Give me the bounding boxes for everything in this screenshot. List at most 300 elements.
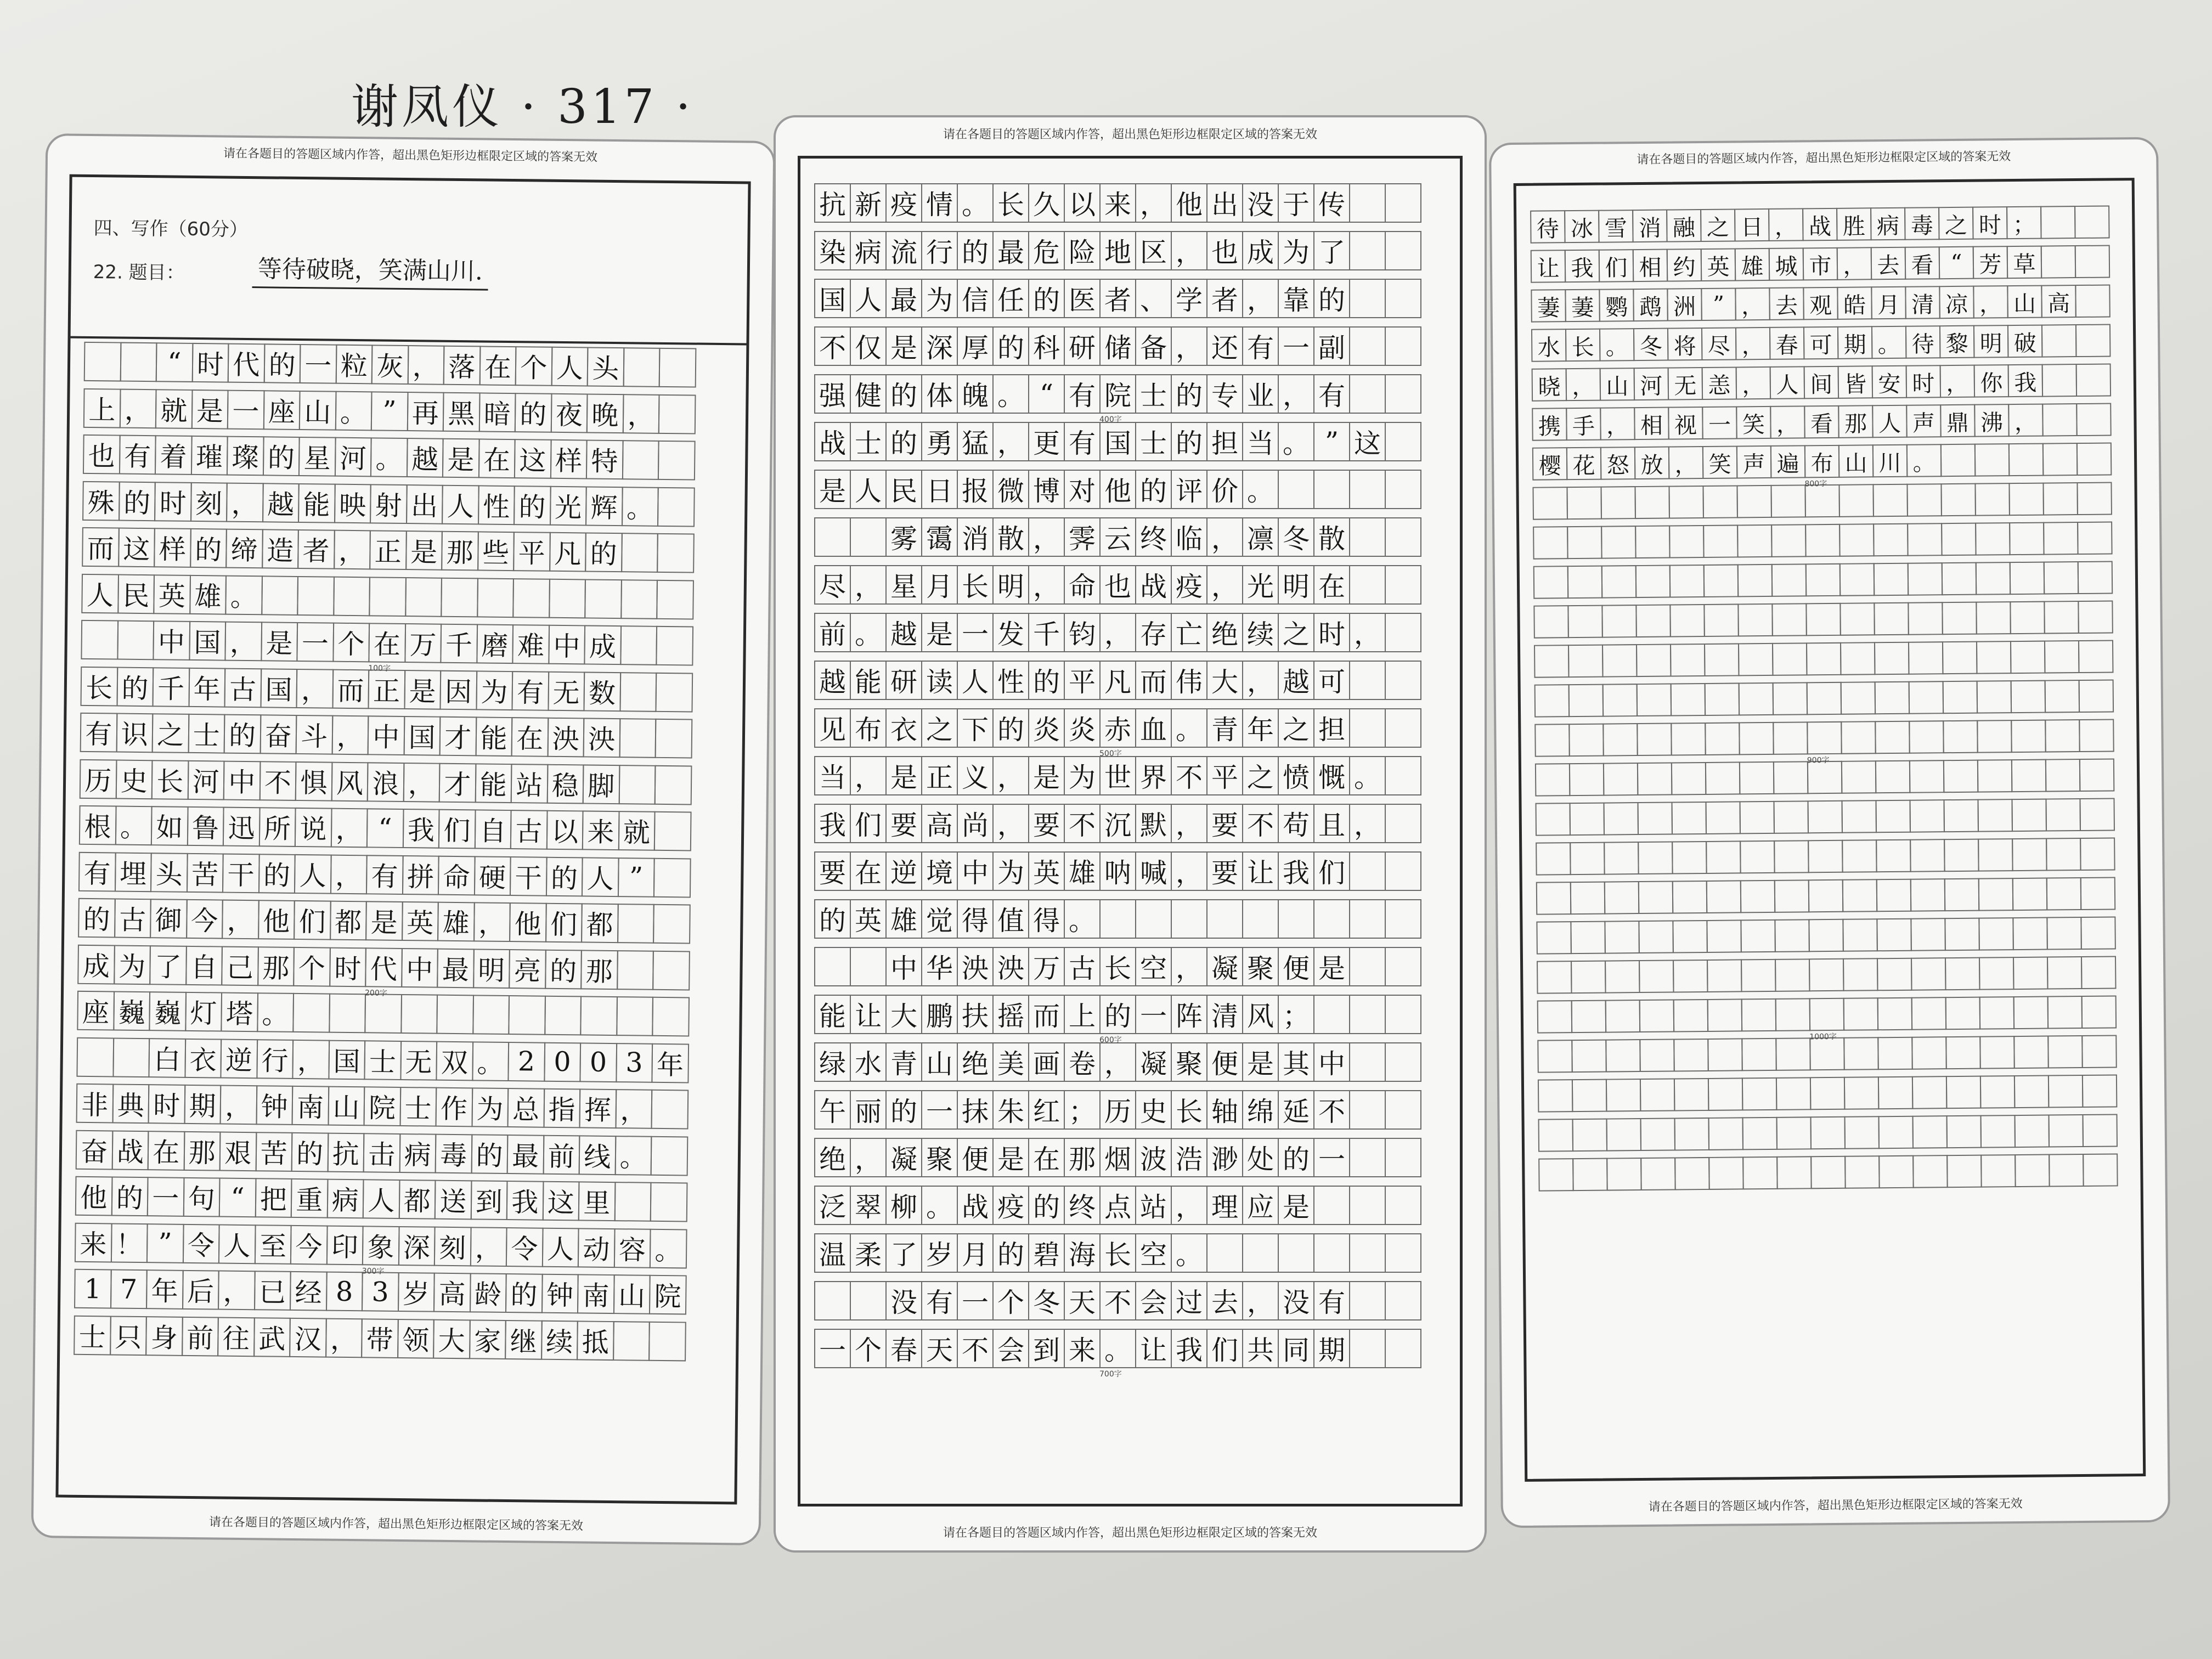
grid-row	[1536, 798, 2114, 836]
grid-row	[76, 1130, 687, 1176]
grid-cell	[2046, 838, 2081, 871]
grid-cell: 当	[1242, 422, 1279, 461]
grid-cell	[814, 517, 851, 557]
grid-cell: 翠	[850, 1186, 887, 1225]
grid-cell: ，	[1242, 1281, 1279, 1321]
grid-cell: ”	[1701, 287, 1736, 321]
grid-cell: 。	[614, 1136, 652, 1176]
grid-cell: 只	[110, 1316, 147, 1356]
grid-cell: 便	[1206, 1042, 1243, 1082]
grid-cell: 个	[850, 1329, 887, 1368]
grid-cell: 下	[957, 708, 994, 748]
grid-cell: 的	[1313, 279, 1350, 318]
grid-cell: 不	[957, 1329, 994, 1368]
grid-cell	[1601, 605, 1637, 638]
grid-cell: ，	[1242, 279, 1279, 318]
grid-cell	[653, 857, 691, 898]
grid-cell: 英	[850, 899, 887, 939]
grid-cell	[117, 620, 154, 661]
grid-cell	[814, 1281, 851, 1321]
grid-cell	[1602, 723, 1638, 757]
grid-cell	[1538, 1158, 1574, 1192]
grid-cell	[1606, 1079, 1641, 1112]
grid-cell: 有	[921, 1281, 958, 1321]
grid-cell: 就	[618, 811, 655, 851]
grid-cell: 河	[1634, 368, 1669, 401]
grid-cell: 绵	[1242, 1090, 1279, 1130]
grid-cell	[1843, 1037, 1879, 1070]
grid-cell	[1807, 800, 1843, 834]
grid-cell: 钧	[1064, 613, 1101, 652]
grid-cell: 中	[368, 715, 405, 755]
grid-cell: 河	[334, 437, 371, 477]
grid-cell	[1875, 800, 1911, 833]
grid-cell	[1776, 1077, 1812, 1110]
grid-cell	[657, 487, 695, 527]
grid-cell: 者	[1099, 279, 1136, 318]
grid-cell	[1672, 841, 1707, 874]
grid-cell	[1569, 763, 1605, 797]
sheet-notice-bottom: 请在各题目的答题区域内作答，超出黑色矩形边框限定区域的答案无效	[1648, 1497, 2023, 1514]
grid-cell: 出	[406, 484, 443, 524]
grid-cell: 至	[254, 1224, 291, 1265]
grid-cell: 。	[1242, 470, 1279, 509]
grid-cell	[1909, 760, 1945, 793]
grid-cell: ，	[1837, 247, 1872, 280]
grid-cell	[2015, 1115, 2050, 1148]
grid-cell: 古	[510, 810, 548, 850]
grid-cell	[620, 625, 657, 665]
grid-cell: 病	[1870, 207, 1906, 241]
grid-cell	[654, 765, 692, 805]
grid-cell	[2076, 482, 2112, 515]
grid-cell	[659, 348, 696, 388]
grid-cell: 灰	[371, 345, 409, 385]
grid-cell: ，	[1735, 287, 1770, 321]
grid-row	[1533, 561, 2112, 599]
grid-row	[1537, 956, 2115, 994]
grid-cell: 要	[1206, 804, 1243, 843]
grid-cell: 为	[471, 1087, 509, 1127]
grid-cell	[1567, 526, 1602, 560]
grid-cell: 3	[362, 1272, 399, 1312]
grid-cell: 里	[578, 1181, 616, 1221]
grid-cell	[2078, 561, 2113, 594]
grid-cell	[1605, 960, 1640, 994]
grid-cell	[618, 765, 656, 805]
grid-cell: 最	[885, 279, 922, 318]
grid-cell: 刻	[190, 482, 228, 522]
grid-cell	[292, 993, 330, 1033]
grid-cell: 学	[1171, 279, 1207, 318]
grid-row	[1532, 443, 2111, 481]
grid-cell: 是	[405, 531, 443, 571]
grid-cell	[1975, 522, 2011, 556]
grid-cell: 稳	[546, 764, 584, 804]
grid-cell	[1640, 1118, 1676, 1151]
grid-cell: 是	[814, 470, 851, 509]
grid-cell: 携	[1532, 408, 1567, 441]
grid-cell: 碧	[1028, 1233, 1065, 1273]
grid-cell	[81, 620, 118, 660]
grid-cell: 的	[471, 1134, 508, 1174]
grid-cell	[1385, 995, 1421, 1034]
grid-cell: 危	[1028, 231, 1065, 270]
grid-cell: “	[1939, 246, 1974, 280]
grid-cell: 千	[1028, 613, 1065, 652]
grid-cell: 待	[1905, 325, 1941, 359]
grid-cell	[1349, 374, 1386, 414]
grid-cell	[850, 947, 887, 986]
grid-cell: 霁	[1064, 517, 1101, 557]
grid-cell: 为	[992, 851, 1029, 891]
grid-cell: 一	[147, 1177, 184, 1217]
grid-cell: 卷	[1064, 1042, 1101, 1082]
grid-cell: ，	[334, 530, 371, 570]
grid-cell	[2076, 403, 2112, 436]
grid-cell	[1349, 1138, 1386, 1177]
grid-cell: 不	[814, 326, 851, 366]
grid-cell	[1809, 1037, 1845, 1071]
grid-cell: 士	[188, 714, 225, 754]
grid-cell	[1941, 523, 1977, 556]
grid-cell	[1740, 840, 1775, 874]
grid-cell: 动	[578, 1228, 615, 1268]
grid-cell: 士	[850, 422, 887, 461]
grid-cell	[1602, 684, 1638, 717]
grid-cell	[1977, 759, 2013, 793]
grid-cell: 的	[78, 898, 115, 938]
grid-cell	[1385, 326, 1421, 366]
grid-cell: 我	[814, 804, 851, 843]
grid-cell: 而	[82, 527, 119, 567]
grid-cell	[1807, 721, 1842, 755]
grid-cell: 璨	[227, 436, 264, 476]
grid-cell	[1571, 961, 1606, 994]
grid-cell: 任	[992, 279, 1029, 318]
grid-cell	[2010, 562, 2045, 595]
grid-cell: 他	[258, 900, 295, 940]
grid-cell: 的	[585, 532, 622, 572]
grid-cell: 观	[1803, 287, 1838, 320]
grid-cell: 凡	[549, 532, 586, 572]
grid-cell: 有	[78, 851, 116, 891]
grid-cell: 时	[1313, 613, 1350, 652]
grid-cell: 处	[1242, 1138, 1279, 1177]
grid-cell: 线	[579, 1135, 616, 1175]
grid-cell: 的	[1099, 995, 1136, 1034]
grid-cell: 相	[1634, 407, 1669, 441]
grid-cell: 那	[183, 1131, 221, 1171]
grid-cell	[850, 1281, 887, 1321]
grid-cell: 样	[550, 439, 587, 479]
grid-cell	[1171, 899, 1207, 939]
grid-cell: 。	[1599, 328, 1635, 362]
grid-cell: ，	[1206, 517, 1243, 557]
grid-cell: 科	[1028, 326, 1065, 366]
grid-cell	[1708, 1077, 1743, 1111]
grid-cell: ，	[220, 1085, 257, 1125]
grid-cell: 。	[850, 613, 887, 652]
grid-cell: 作	[436, 1087, 473, 1127]
grid-cell	[1878, 1076, 1914, 1110]
grid-cell: 造	[262, 529, 299, 569]
grid-cell: 而	[332, 669, 369, 709]
grid-cell: 我	[402, 809, 439, 849]
grid-cell: 明	[473, 949, 510, 989]
grid-cell: 有	[366, 855, 403, 895]
grid-cell: 散	[992, 517, 1029, 557]
grid-cell: 让	[1135, 1329, 1172, 1368]
grid-cell: ，	[850, 1138, 887, 1177]
word-count-mark: 700字	[1099, 1370, 1122, 1379]
grid-cell: “	[1028, 374, 1065, 414]
grid-cell: 平	[1064, 661, 1101, 700]
student-signature: 谢凤仪 · 317 ·	[351, 80, 694, 134]
grid-cell	[1668, 486, 1704, 519]
grid-cell	[1349, 183, 1386, 223]
grid-cell: 界	[1135, 756, 1172, 795]
grid-cell: 。	[1064, 899, 1101, 939]
grid-cell	[1385, 1090, 1421, 1130]
grid-cell: ，	[1973, 285, 2008, 319]
grid-cell: 正	[369, 530, 407, 570]
grid-cell	[1736, 485, 1772, 518]
grid-cell	[1774, 919, 1810, 952]
grid-cell: 成	[584, 625, 621, 665]
grid-cell: 岁	[921, 1233, 958, 1273]
grid-cell	[1977, 720, 2012, 753]
grid-row	[1536, 877, 2114, 915]
grid-cell: 浩	[1171, 1138, 1207, 1177]
grid-cell	[1707, 998, 1743, 1032]
grid-cell: 之	[1938, 207, 1974, 240]
grid-cell	[1980, 1115, 2016, 1148]
grid-cell	[1705, 761, 1741, 795]
grid-cell	[1571, 1000, 1607, 1034]
grid-cell: ，	[403, 762, 440, 802]
grid-cell: 地	[1099, 231, 1136, 270]
grid-cell	[1385, 947, 1421, 986]
grid-cell	[1385, 1329, 1421, 1368]
grid-cell	[1385, 661, 1421, 700]
grid-cell: 人	[442, 484, 479, 524]
grid-cell: ，	[1349, 613, 1386, 652]
grid-cell	[1742, 1117, 1778, 1150]
grid-cell: ，	[1171, 851, 1207, 891]
grid-cell	[1841, 800, 1877, 833]
grid-cell	[2043, 522, 2079, 555]
grid-cell	[1636, 644, 1672, 678]
grid-cell: 冬	[1278, 517, 1314, 557]
grid-cell: 是	[1242, 1042, 1279, 1082]
grid-cell: ，	[473, 902, 511, 942]
grid-cell: 期	[184, 1085, 221, 1125]
grid-cell	[1537, 1040, 1573, 1073]
grid-cell: 在	[1028, 1138, 1065, 1177]
grid-cell	[1839, 523, 1875, 557]
grid-cell	[1705, 722, 1740, 755]
grid-cell: 再	[407, 392, 444, 432]
grid-row	[814, 565, 1420, 605]
grid-cell	[1567, 566, 1603, 599]
grid-cell: 在	[511, 717, 549, 757]
grid-cell: 。	[1099, 1329, 1136, 1368]
grid-cell: 千	[153, 667, 190, 707]
grid-cell	[1707, 959, 1742, 992]
grid-cell: 前	[814, 613, 851, 652]
grid-cell: ，	[1566, 368, 1601, 402]
grid-row	[1534, 679, 2113, 717]
grid-cell: 病	[850, 231, 887, 270]
grid-cell	[657, 533, 694, 573]
grid-cell: 士	[74, 1315, 111, 1355]
grid-cell: 待	[1530, 210, 1566, 244]
grid-cell: 深	[921, 326, 958, 366]
grid-cell	[1842, 879, 1878, 912]
grid-cell	[1635, 565, 1671, 599]
grid-cell: 融	[1666, 209, 1702, 242]
grid-cell: ，	[1171, 1186, 1207, 1225]
grid-cell	[1385, 183, 1421, 223]
grid-cell	[1770, 484, 1806, 518]
grid-cell: 时	[154, 482, 191, 522]
grid-cell	[1808, 879, 1844, 913]
grid-cell	[1808, 840, 1843, 873]
grid-cell: 绿	[814, 1042, 851, 1082]
grid-cell	[1741, 998, 1777, 1032]
grid-cell	[1639, 999, 1675, 1032]
grid-cell: 点	[1099, 1186, 1136, 1225]
grid-cell: 境	[921, 851, 958, 891]
grid-cell: 来	[75, 1222, 112, 1262]
grid-cell: 柳	[885, 1186, 922, 1225]
grid-cell: 们	[1313, 851, 1350, 891]
grid-cell: 。	[1871, 326, 1907, 359]
grid-cell: 往	[217, 1317, 255, 1357]
grid-cell: 之	[1278, 613, 1314, 652]
grid-cell	[1385, 422, 1421, 461]
grid-cell	[2042, 364, 2078, 397]
grid-cell: ，	[1171, 804, 1207, 843]
grid-cell	[1537, 1000, 1573, 1034]
grid-cell: 草	[2007, 246, 2042, 279]
grid-cell: 信	[957, 279, 994, 318]
grid-cell: 光	[550, 486, 587, 526]
grid-cell	[2042, 482, 2078, 516]
grid-cell: 到	[1028, 1329, 1065, 1368]
grid-cell: 中	[223, 760, 261, 800]
grid-cell: 万	[404, 623, 442, 663]
grid-cell: ；	[2006, 206, 2042, 240]
grid-cell: 能	[298, 483, 335, 523]
grid-cell: 前	[182, 1316, 219, 1356]
grid-cell	[1773, 761, 1809, 794]
grid-cell: 艰	[219, 1131, 257, 1171]
grid-cell	[1532, 487, 1568, 520]
grid-cell	[2045, 680, 2080, 713]
grid-cell: 我	[506, 1181, 544, 1221]
grid-cell: 战	[957, 1186, 994, 1225]
writing-grid	[814, 183, 1420, 1379]
grid-cell: 的	[1171, 422, 1207, 461]
grid-cell	[1705, 682, 1740, 716]
grid-row	[79, 805, 690, 851]
grid-cell	[617, 950, 654, 990]
grid-cell: 水	[850, 1042, 887, 1082]
grid-cell	[1804, 484, 1840, 518]
grid-cell	[1673, 999, 1709, 1032]
grid-cell: 才	[439, 763, 476, 803]
grid-cell	[1706, 880, 1742, 913]
grid-cell: 长	[992, 183, 1029, 223]
grid-cell: 。	[257, 992, 294, 1032]
grid-cell: 的	[885, 374, 922, 414]
grid-cell: 染	[814, 231, 851, 270]
grid-cell	[1775, 998, 1811, 1031]
grid-cell: 行	[921, 231, 958, 270]
grid-cell: 靠	[1278, 279, 1314, 318]
grid-cell: 空	[1135, 947, 1172, 986]
grid-cell: 新	[850, 183, 887, 223]
grid-cell	[1605, 1039, 1641, 1073]
grid-cell: 。	[650, 1228, 687, 1268]
grid-cell: 人	[218, 1224, 256, 1264]
writing-grid	[74, 342, 695, 1368]
grid-cell	[1980, 1154, 2016, 1188]
grid-cell	[1739, 801, 1775, 834]
grid-cell: 要	[814, 851, 851, 891]
word-count-mark: 200字	[364, 988, 387, 998]
grid-cell	[2048, 1075, 2084, 1108]
grid-cell: 春	[1769, 326, 1805, 360]
grid-cell	[1385, 1138, 1421, 1177]
grid-cell	[1349, 1042, 1386, 1082]
grid-row	[814, 279, 1420, 318]
grid-cell	[1976, 562, 2011, 595]
grid-cell: 御	[150, 899, 187, 939]
grid-cell	[1876, 879, 1912, 912]
grid-cell: 长	[1171, 1090, 1207, 1130]
grid-cell	[1604, 842, 1639, 875]
grid-cell	[1349, 1233, 1386, 1273]
grid-row	[814, 1042, 1420, 1082]
grid-cell: ！	[110, 1223, 148, 1263]
grid-cell: 个	[992, 1281, 1029, 1321]
answer-frame	[55, 174, 751, 1505]
grid-cell	[2013, 996, 2049, 1030]
grid-cell: 晚	[586, 393, 624, 433]
grid-cell: 值	[992, 899, 1029, 939]
grid-cell	[656, 579, 693, 619]
grid-cell: 喊	[1135, 851, 1172, 891]
grid-cell: 来	[1099, 183, 1136, 223]
grid-cell: 钟	[256, 1085, 293, 1125]
grid-cell	[1978, 917, 2014, 951]
grid-cell	[651, 1136, 688, 1176]
question-header	[71, 177, 748, 346]
grid-cell	[1706, 840, 1741, 874]
grid-cell	[1841, 760, 1877, 794]
grid-cell: 笑	[1702, 445, 1738, 479]
grid-cell: ，	[1099, 1042, 1136, 1082]
grid-cell	[1669, 525, 1705, 558]
grid-row	[814, 326, 1420, 366]
grid-cell	[1099, 899, 1136, 939]
grid-cell: 雄	[437, 902, 475, 942]
grid-cell	[1606, 1118, 1642, 1152]
grid-cell: 的	[258, 854, 295, 894]
